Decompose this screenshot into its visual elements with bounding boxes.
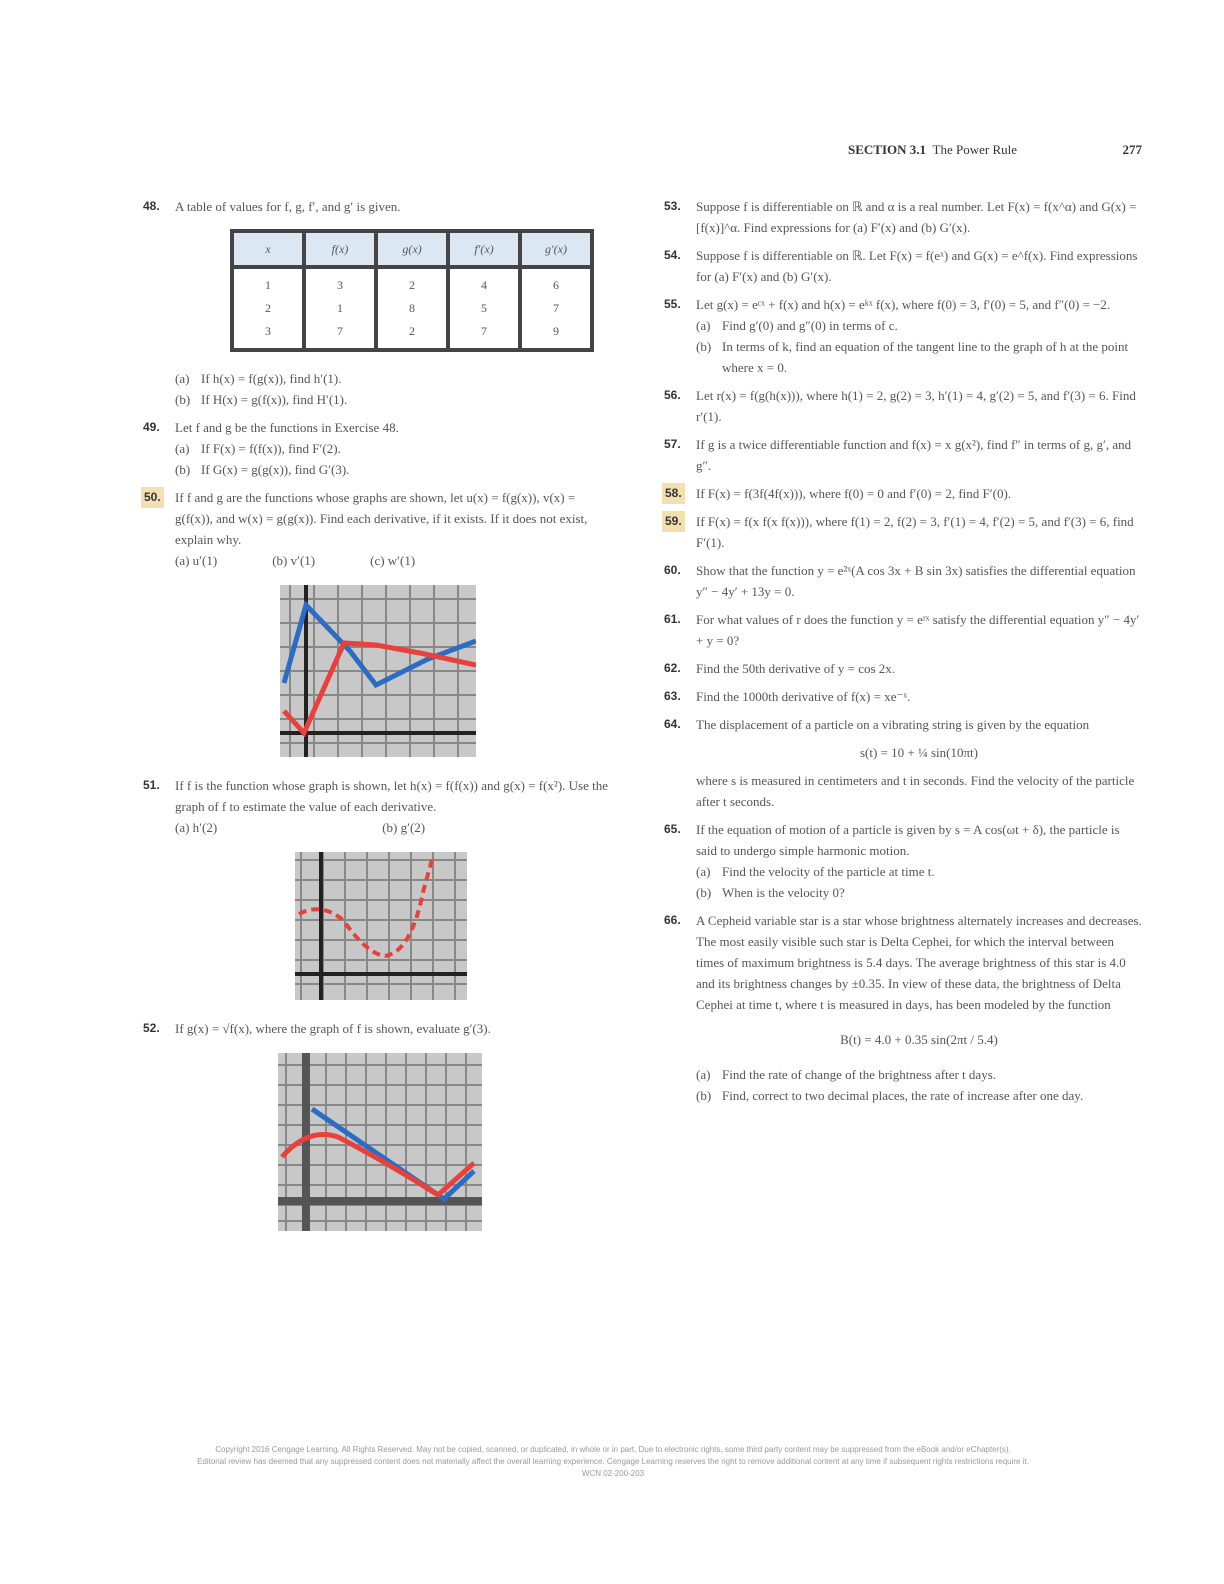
running-header xyxy=(848,142,1142,162)
exercise-62: 62. Find the 50th derivative of y = cos 2x. xyxy=(664,661,896,676)
exercise-53: 53. Suppose f is differentiable on ℝ and α is a real number. Let F(x) = f(x^α) and G(x) = [f(x)]^α. Find expressions for (a) F′(x) and (b) G′(x). xyxy=(664,199,1137,235)
table-cell: 1 xyxy=(232,267,304,297)
exercise-50 xyxy=(143,487,613,757)
table-cell: 7 xyxy=(520,297,592,320)
exercise-number: 50. xyxy=(141,487,164,508)
table-cell: 9 xyxy=(520,320,592,350)
table-cell: 4 xyxy=(448,267,520,297)
table-cell: 2 xyxy=(232,297,304,320)
exercise-text: A table of values for f, g, f′, and g′ is given. xyxy=(175,199,401,214)
exercise-number: 49. xyxy=(143,420,160,434)
parts-row: (a) h′(2) (b) g′(2) xyxy=(175,820,426,835)
exercise-64: 64. The displacement of a particle on a vibrating string is given by the equation s(t) = 10 + ¼ sin(10πt) where s is measured in centimeters and t in seconds. Find the velocity of the particle after t seconds. xyxy=(664,714,1142,812)
table-cell: 8 xyxy=(376,297,448,320)
table-cell: 3 xyxy=(232,320,304,350)
exercise-text: If f is the function whose graph is shown, let h(x) = f(f(x)) and g(x) = f(x²). Use the graph of f to estimate the value of each derivative. xyxy=(175,778,608,814)
exercise-57: 57. If g is a twice differentiable function and f(x) = x g(x²), find f″ in terms of g, g′, and g″. xyxy=(664,437,1132,473)
table-cell: 3 xyxy=(304,267,376,297)
table-row xyxy=(232,320,592,350)
formula: s(t) = 10 + ¼ sin(10πt) xyxy=(860,745,978,760)
table-cell: 5 xyxy=(448,297,520,320)
exercise-56: 56. Let r(x) = f(g(h(x))), where h(1) = 2, g(2) = 3, h′(1) = 4, g′(2) = 5, and f′(3) = 6. Find r′(1). xyxy=(664,388,1136,424)
copyright-footer: Copyright 2016 Cengage Learning. All Rights Reserved. May not be copied, scanned, or duplicated, in whole or in part. Due to electronic rights, some third party content may be suppressed from the eBook and/or eChapter(s). Editorial review has deemed that any suppressed content does not materially affect the overall learning experience. Cengage Learning reserves the right to remove additional content at any time if subsequent rights restrictions require it. WCN 02-200-203 xyxy=(197,1445,1029,1478)
exercise-54: 54. Suppose f is differentiable on ℝ. Let F(x) = f(eˣ) and G(x) = e^f(x). Find expressions for (a) F′(x) and (b) G′(x). xyxy=(664,248,1138,284)
exercise-number: 52. xyxy=(143,1021,160,1035)
exercise-65: 65. If the equation of motion of a particle is given by s = A cos(ωt + δ), the particle is said to undergo simple harmonic motion. (a) Find the velocity of the particle at time t. (b) When is the velocity 0? xyxy=(664,822,1120,900)
exercise-49 xyxy=(143,417,613,480)
table-cell: 2 xyxy=(376,267,448,297)
part-b: (b) If G(x) = g(g(x)), find G′(3). xyxy=(175,462,350,477)
exercise-number: 51. xyxy=(143,778,160,792)
exercise-66: 66. A Cepheid variable star is a star whose brightness alternately increases and decreases. The most easily visible such star is Delta Cephei, for which the interval between times of maximum brightness is 5.4 days. The average brightness of this star is 4.0 and its brightness changes by ±0.35. In view of these data, the brightness of Delta Cephei at time t, where t is measured in days, has been modeled by the function B(t) = 4.0 + 0.35 sin(2πt / 5.4) (a) Find the rate of change of the brightness after t days. (b) Find, correct to two decimal places, the rate of increase after one day. xyxy=(664,913,1142,1103)
part-a: (a) If h(x) = f(g(x)), find h′(1). xyxy=(175,371,342,386)
part-a: (a) If F(x) = f(f(x)), find F′(2). xyxy=(175,441,341,456)
table-row xyxy=(232,267,592,297)
right-column xyxy=(664,196,1142,1113)
parts-row: (a) u′(1) (b) v′(1) (c) w′(1) xyxy=(175,553,416,568)
page-number: 277 xyxy=(1122,142,1142,157)
exercise-text: If f and g are the functions whose graphs are shown, let u(x) = f(g(x)), v(x) = g(f(x)), and w(x) = g(g(x)). Find each derivative, if it exists. If it does not exist, explain why. xyxy=(175,490,588,547)
table-cell: 2 xyxy=(376,320,448,350)
exercise-63: 63. Find the 1000th derivative of f(x) = xe⁻ˣ. xyxy=(664,689,911,704)
exercise-58: 58. If F(x) = f(3f(4f(x))), where f(0) = 0 and f′(0) = 2, find F′(0). xyxy=(664,483,1142,504)
table-header-cell: g(x) xyxy=(376,231,448,267)
exercise-59: 59. If F(x) = f(x f(x f(x))), where f(1) = 2, f(2) = 3, f′(1) = 4, f′(2) = 5, and f′(3) = 6, find F′(1). xyxy=(664,511,1142,553)
table-cell: 7 xyxy=(448,320,520,350)
table-cell: 1 xyxy=(304,297,376,320)
exercise-60: 60. Show that the function y = e²ˣ(A cos 3x + B sin 3x) satisfies the differential equation y″ − 4y′ + 13y = 0. xyxy=(664,563,1136,599)
graph-f xyxy=(295,852,467,1000)
part-b: (b) If H(x) = g(f(x)), find H′(1). xyxy=(175,392,348,407)
exercise-55: 55. Let g(x) = eᶜˣ + f(x) and h(x) = eᵏˣ f(x), where f(0) = 3, f′(0) = 5, and f″(0) = −2. (a) Find g′(0) and g″(0) in terms of c. (b) In terms of k, find an equation of the tangent line to the graph of h at the point where x = 0. xyxy=(664,297,1129,375)
exercise-61: 61. For what values of r does the function y = eʳˣ satisfy the differential equation y″ − 4y′ + y = 0? xyxy=(664,612,1140,648)
left-column xyxy=(143,196,613,1249)
table-header-cell: f(x) xyxy=(304,231,376,267)
table-cell: 6 xyxy=(520,267,592,297)
graph-f-and-g xyxy=(280,585,476,757)
exercise-52 xyxy=(143,1018,613,1231)
exercise-48 xyxy=(143,196,613,410)
table-header-cell: x xyxy=(232,231,304,267)
graph-f-52 xyxy=(278,1053,482,1231)
table-row xyxy=(232,297,592,320)
table-cell: 7 xyxy=(304,320,376,350)
values-table xyxy=(230,229,594,352)
exercise-text: If g(x) = √f(x), where the graph of f is shown, evaluate g′(3). xyxy=(175,1021,491,1036)
formula: B(t) = 4.0 + 0.35 sin(2πt / 5.4) xyxy=(840,1032,998,1047)
table-header-cell: f′(x) xyxy=(448,231,520,267)
exercise-51 xyxy=(143,775,613,1000)
section-label: SECTION 3.1 The Power Rule xyxy=(848,142,1018,157)
exercise-text: Let f and g be the functions in Exercise 48. xyxy=(175,420,399,435)
exercise-number: 48. xyxy=(143,199,160,213)
table-header-cell: g′(x) xyxy=(520,231,592,267)
